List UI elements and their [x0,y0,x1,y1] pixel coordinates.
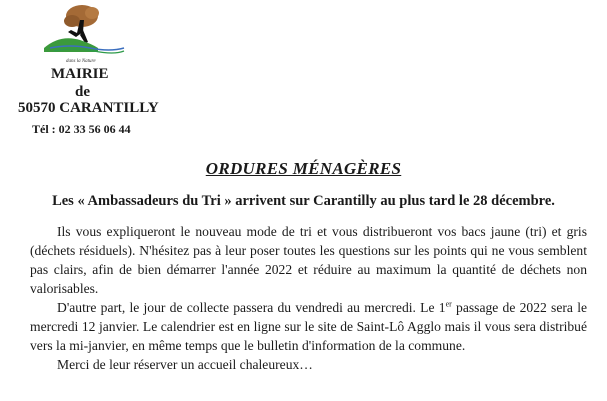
commune-address: 50570 CARANTILLY [18,100,159,116]
mairie-logo [40,4,126,66]
ordinal-superscript: er [445,299,452,309]
phone-number: Tél : 02 33 56 06 44 [32,122,131,136]
paragraph-2 [30,298,587,355]
document-subtitle: Les « Ambassadeurs du Tri » arrivent sur Carantilly au plus tard le 28 décembre. [52,193,555,209]
logo-caption: dans la Nature [66,59,96,64]
paragraph-2-end: passage de 2022 sera le mercredi 12 janvier. Le calendrier est en ligne sur le site de Saint-Lô Agglo mais il vous sera distribué vers la mi-janvier, en même temps que le bulletin d'information de la commune. [30,300,588,353]
paragraph-3: Merci de leur réserver un accueil chaleureux… [57,357,313,372]
paragraph-2-start: D'autre part, le jour de collecte passera du vendredi au mercredi. Le 1 [57,300,446,315]
document-title: ORDURES MÉNAGÈRES [205,159,402,178]
document-body [30,222,587,374]
paragraph-1: Ils vous expliqueront le nouveau mode de tri et vous distribueront vos bacs jaune (tri) et gris (déchets résiduels). N'hésitez pas à leur poser toutes les questions sur les points qui ne vous semblent pas clairs, afin de bien démarrer l'année 2022 et réduire au maximum la quantité de déchets non valorisables. [30,224,587,296]
de-label: de [75,84,90,100]
mairie-label: MAIRIE [51,66,109,82]
